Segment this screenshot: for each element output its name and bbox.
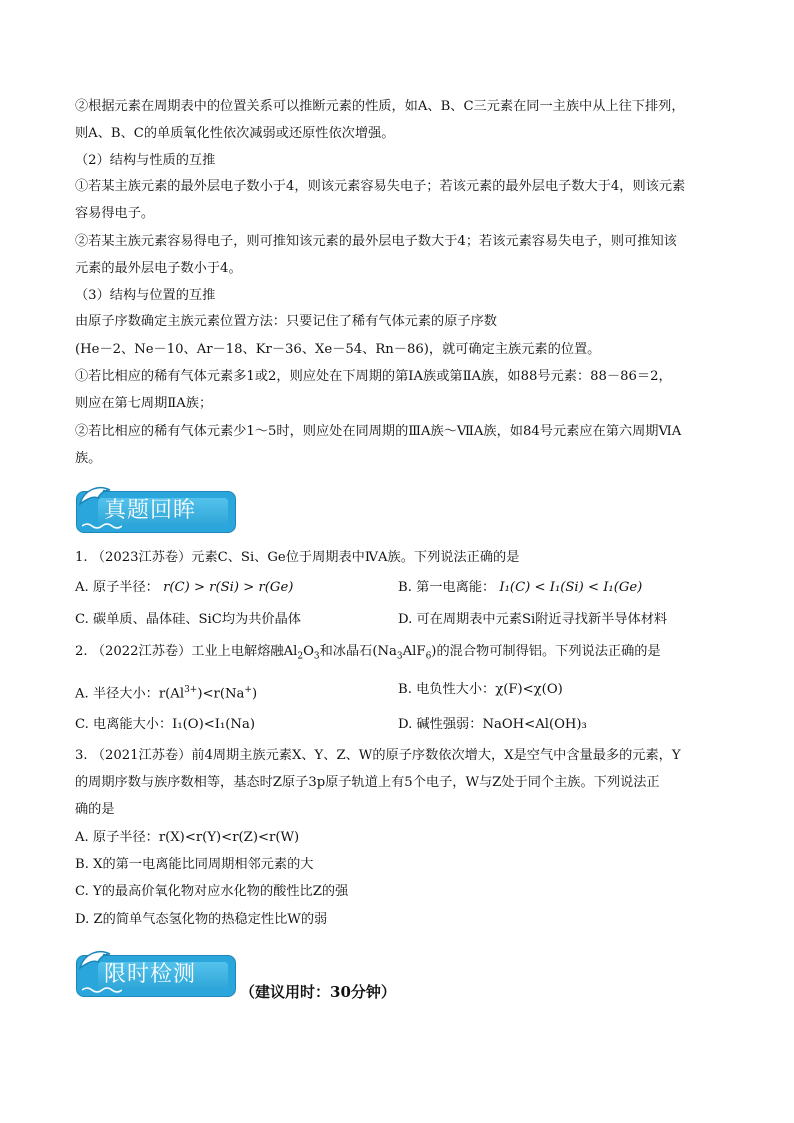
section-banner-xianshi [76, 946, 236, 996]
q1-option-d: D. 可在周期表中元素Si附近寻找新半导体材料 [398, 612, 668, 627]
wave-icon [82, 522, 122, 530]
q1-option-c: C. 碳单质、晶体硅、SiC均为共价晶体 [75, 612, 301, 627]
q3-option-a: A. 原子半径：r(X)<r(Y)<r(Z)<r(W) [75, 830, 300, 845]
text-line: ②若比相应的稀有气体元素少1～5时，则应处在同周期的ⅢA族～ⅦA族，如84号元素应在第六周期ⅥA [75, 424, 682, 439]
question-2-stem: 2. （2022江苏卷）工业上电解熔融$Al_2O_3$和冰晶石$(Na_3AlF_6)$的混合物可制得铝。下列说法正确的是 [75, 644, 661, 662]
text-line: ②根据元素在周期表中的位置关系可以推断元素的性质，如A、B、C三元素在同一主族中从上往下排列， [75, 99, 685, 114]
q2-option-d: D. 碱性强弱：NaOH<Al(OH)₃ [398, 717, 587, 732]
question-1-stem: 1. （2023江苏卷）元素C、Si、Ge位于周期表中ⅣA族。下列说法正确的是 [75, 550, 520, 565]
subheading: （3）结构与位置的互推 [75, 288, 216, 303]
wave-icon [82, 986, 122, 994]
q3-option-c: C. Y的最高价氧化物对应水化物的酸性比Z的强 [75, 884, 349, 899]
subheading: （2）结构与性质的互推 [75, 153, 216, 168]
q1-option-a: A. 原子半径： r(C) > r(Si) > r(Ge) [75, 580, 294, 595]
q2-option-c: C. 电离能大小：I₁(O)<I₁(Na) [75, 717, 255, 732]
q3-option-b: B. X的第一电离能比同周期相邻元素的大 [75, 857, 314, 872]
q3-option-d: D. Z的简单气态氢化物的热稳定性比W的弱 [75, 912, 328, 927]
q2-option-b: B. 电负性大小：χ(F)<χ(O) [398, 682, 563, 697]
q1-option-b: B. 第一电离能： I₁(C) < I₁(Si) < I₁(Ge) [398, 580, 643, 595]
text-line: 容易得电子。 [75, 206, 155, 221]
text-line: 则A、B、C的单质氧化性依次减弱或还原性依次增强。 [75, 126, 395, 141]
question-3-stem: 确的是 [75, 802, 115, 817]
section-title: 真题回眸 [104, 498, 197, 523]
text-line: ①若比相应的稀有气体元素多1或2，则应处在下周期的第ⅠA族或第ⅡA族，如88号元素：88－86＝2， [75, 369, 672, 384]
text-line: ①若某主族元素的最外层电子数小于4，则该元素容易失电子；若该元素的最外层电子数大于4，则该元素 [75, 179, 686, 194]
question-3-stem: 的周期序数与族序数相等，基态时Z原子3p原子轨道上有5个电子，W与Z处于同个主族。下列说法正 [75, 775, 660, 790]
text-line: (He－2、Ne－10、Ar－18、Kr－36、Xe－54、Rn－86)，就可确定主族元素的位置。 [75, 342, 601, 357]
text-line: 由原子序数确定主族元素位置方法：只要记住了稀有气体元素的原子序数 [75, 314, 497, 329]
section-title: 限时检测 [104, 962, 197, 987]
text-line: 则应在第七周期ⅡA族； [75, 396, 213, 411]
question-3-stem: 3. （2021江苏卷）前4周期主族元素X、Y、Z、W的原子序数依次增大，X是空气中含量最多的元素，Y [75, 748, 681, 763]
text-line: ②若某主族元素容易得电子，则可推知该元素的最外层电子数大于4；若该元素容易失电子，则可推知该 [75, 234, 677, 249]
q2-option-a: A. 半径大小：$r(Al^{3+})<r(Na^+)$ [75, 685, 258, 702]
time-note: （建议用时：30分钟） [240, 983, 396, 1001]
text-line: 元素的最外层电子数小于4。 [75, 261, 242, 276]
section-banner-zhenti [76, 482, 236, 532]
text-line: 族。 [75, 451, 102, 466]
